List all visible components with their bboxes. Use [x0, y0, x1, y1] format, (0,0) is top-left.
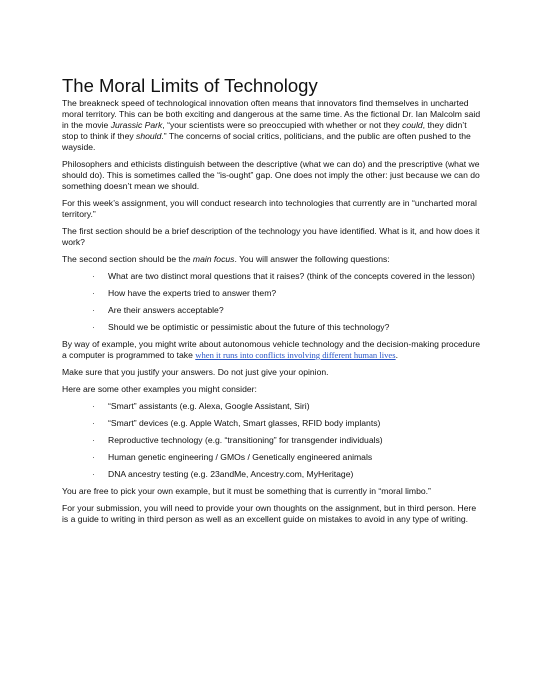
- question-text: What are two distinct moral questions that it raises? (think of the concepts covered in the lesson): [108, 271, 475, 281]
- justify-paragraph: Make sure that you justify your answers. Do not just give your opinion.: [62, 367, 329, 377]
- example-paragraph: [62, 339, 482, 361]
- list-item: [62, 418, 482, 429]
- question-text: Should we be optimistic or pessimistic about the future of this technology?: [108, 322, 390, 332]
- intro-text-1: The breakneck speed of technological innovation often means that innovators find themselves in uncharted moral territory. This can be both exciting and dangerous at the same time. As the fictional Dr. Ian Malcolm said in the movie: [62, 98, 481, 130]
- bullet-icon: ·: [92, 305, 95, 315]
- second-section-paragraph: [62, 254, 482, 265]
- bullet-icon: ·: [92, 288, 95, 298]
- page-title: The Moral Limits of Technology: [62, 75, 318, 96]
- example-item-text: Reproductive technology (e.g. “transitioning” for transgender individuals): [108, 435, 383, 445]
- second-section-emphasis: main focus: [192, 254, 235, 264]
- bullet-icon: ·: [92, 452, 95, 462]
- assignment-paragraph: For this week’s assignment, you will conduct research into technologies that currently are in “uncharted moral territory.”: [62, 198, 477, 219]
- list-item: [62, 322, 482, 333]
- example-item-text: “Smart” devices (e.g. Apple Watch, Smart glasses, RFID body implants): [108, 418, 381, 428]
- bullet-icon: ·: [92, 401, 95, 411]
- question-text: Are their answers acceptable?: [108, 305, 224, 315]
- questions-list: [62, 271, 482, 333]
- submission-paragraph: For your submission, you will need to provide your own thoughts on the assignment, but in third person. Here is a guide to writing in third person as well as an excellent guide on mistakes to avoid in any type of writing.: [62, 503, 477, 524]
- bullet-icon: ·: [92, 435, 95, 445]
- list-item: [62, 271, 482, 282]
- example-item-text: DNA ancestry testing (e.g. 23andMe, Ancestry.com, MyHeritage): [108, 469, 354, 479]
- bullet-icon: ·: [92, 271, 95, 281]
- list-item: [62, 305, 482, 316]
- intro-text-2: , “your scientists were so preoccupied with whether or not they: [162, 120, 403, 130]
- intro-text-3: , they didn’t stop to think if they: [62, 120, 467, 141]
- example-item-text: Human genetic engineering / GMOs / Genetically engineered animals: [108, 452, 373, 462]
- example-text: By way of example, you might write about autonomous vehicle technology and the decision-making procedure a computer is programmed to take: [62, 339, 480, 360]
- second-section-text-1: The second section should be the: [62, 254, 193, 264]
- intro-paragraph: [62, 98, 482, 153]
- question-text: How have the experts tried to answer them?: [108, 288, 277, 298]
- intro-emphasis-should: should: [136, 131, 162, 141]
- bullet-icon: ·: [92, 322, 95, 332]
- bullet-icon: ·: [92, 469, 95, 479]
- conflicts-link[interactable]: when it runs into conflicts involving different human lives: [195, 350, 396, 360]
- document-page: [62, 76, 482, 531]
- list-item: [62, 469, 482, 480]
- second-section-text-2: . You will answer the following questions:: [234, 254, 390, 264]
- list-item: [62, 401, 482, 412]
- first-section-paragraph: The first section should be a brief description of the technology you have identified. What is it, and how does it work?: [62, 226, 480, 247]
- example-item-text: “Smart” assistants (e.g. Alexa, Google Assistant, Siri): [108, 401, 310, 411]
- descriptive-prescriptive-paragraph: Philosophers and ethicists distinguish between the descriptive (what we can do) and the prescriptive (what we should do). This is sometimes called the “is-ought” gap. One does not imply the other: just because we can do something doesn’t mean we should.: [62, 159, 480, 191]
- example-period: .: [395, 350, 398, 360]
- free-choice-paragraph: You are free to pick your own example, but it must be something that is currently in “moral limbo.”: [62, 486, 431, 496]
- intro-movie-title: Jurassic Park: [110, 120, 163, 130]
- list-item: [62, 435, 482, 446]
- examples-intro-paragraph: Here are some other examples you might consider:: [62, 384, 257, 394]
- bullet-icon: ·: [92, 418, 95, 428]
- examples-list: [62, 401, 482, 480]
- list-item: [62, 288, 482, 299]
- intro-emphasis-could: could: [402, 120, 423, 130]
- intro-text-4: .” The concerns of social critics, politicians, and the public are often pushed to the wayside.: [62, 131, 471, 152]
- list-item: [62, 452, 482, 463]
